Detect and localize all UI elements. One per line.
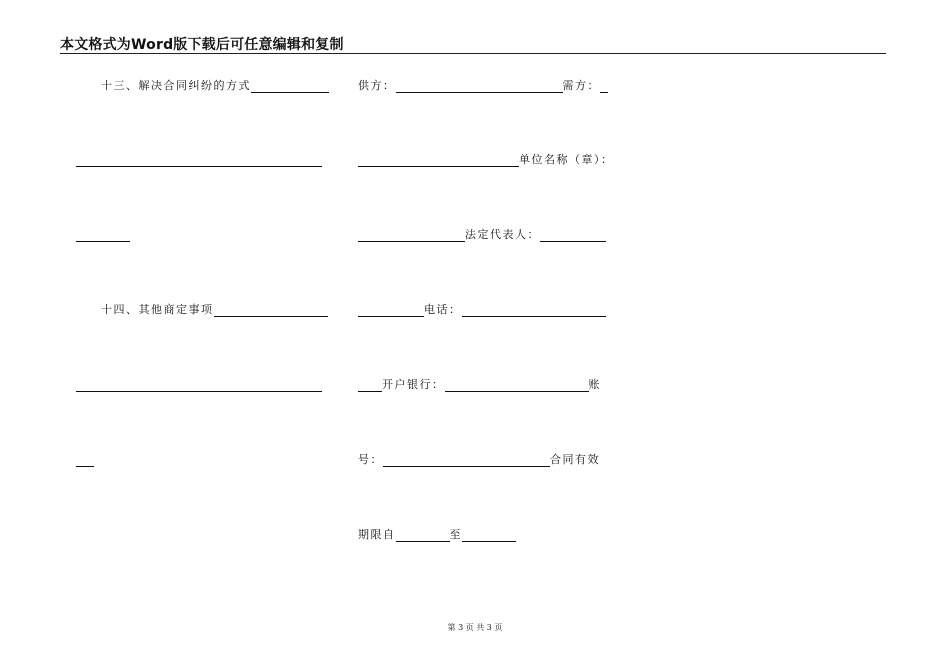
validity-end-blank — [462, 530, 516, 542]
page-header — [60, 34, 886, 54]
clause-14-line — [101, 303, 328, 317]
validity-label-start: 合同有效 — [550, 453, 600, 466]
legal-rep-label: 法定代表人： — [465, 228, 540, 241]
clause-13-label: 十三、解决合同纠纷的方式 — [101, 79, 251, 92]
account-line — [358, 453, 600, 467]
validity-start-blank — [396, 530, 450, 542]
legal-rep-blank — [540, 230, 606, 242]
account-blank — [383, 455, 550, 467]
clause-14-blank-3 — [76, 455, 94, 467]
phone-label: 电话： — [424, 303, 462, 316]
supplier-blank — [396, 81, 563, 93]
phone-blank-before — [358, 305, 424, 317]
supplier-buyer-line — [358, 79, 608, 93]
legal-rep-blank-before — [358, 230, 465, 242]
phone-blank — [462, 305, 606, 317]
unit-name-label: 单位名称（章）： — [519, 153, 614, 166]
clause-13-blank-3 — [76, 230, 130, 242]
bank-line — [358, 378, 601, 392]
supplier-label: 供方： — [358, 79, 396, 92]
validity-to-label: 至 — [449, 528, 462, 541]
clause-13-line — [101, 79, 329, 93]
bank-blank-before — [358, 380, 382, 392]
unit-name-line — [358, 153, 614, 167]
clause-14-continuation-2 — [76, 453, 94, 467]
clause-13-continuation-2 — [76, 228, 130, 242]
buyer-label: 需方： — [562, 79, 600, 92]
bank-label: 开户银行： — [382, 378, 445, 391]
header-title: 本文格式为Word版下载后可任意编辑和复制 — [60, 37, 344, 53]
clause-13-blank — [251, 81, 329, 93]
account-label-end: 号： — [358, 453, 383, 466]
bank-blank — [445, 380, 589, 392]
phone-line — [358, 303, 606, 317]
unit-name-blank — [358, 155, 519, 167]
legal-rep-line — [358, 228, 606, 242]
page-number: 第 3 页 共 3 页 — [447, 623, 503, 632]
account-label-start: 账 — [588, 378, 601, 391]
clause-14-label: 十四、其他商定事项 — [101, 303, 214, 316]
validity-line — [358, 528, 516, 542]
clause-14-blank — [214, 305, 328, 317]
clause-14-blank-2 — [76, 380, 322, 392]
page-footer — [0, 622, 950, 633]
validity-label-end: 期限自 — [358, 528, 396, 541]
clause-14-continuation — [76, 378, 322, 392]
buyer-blank — [600, 81, 608, 93]
clause-13-blank-2 — [76, 155, 322, 167]
clause-13-continuation — [76, 153, 322, 167]
